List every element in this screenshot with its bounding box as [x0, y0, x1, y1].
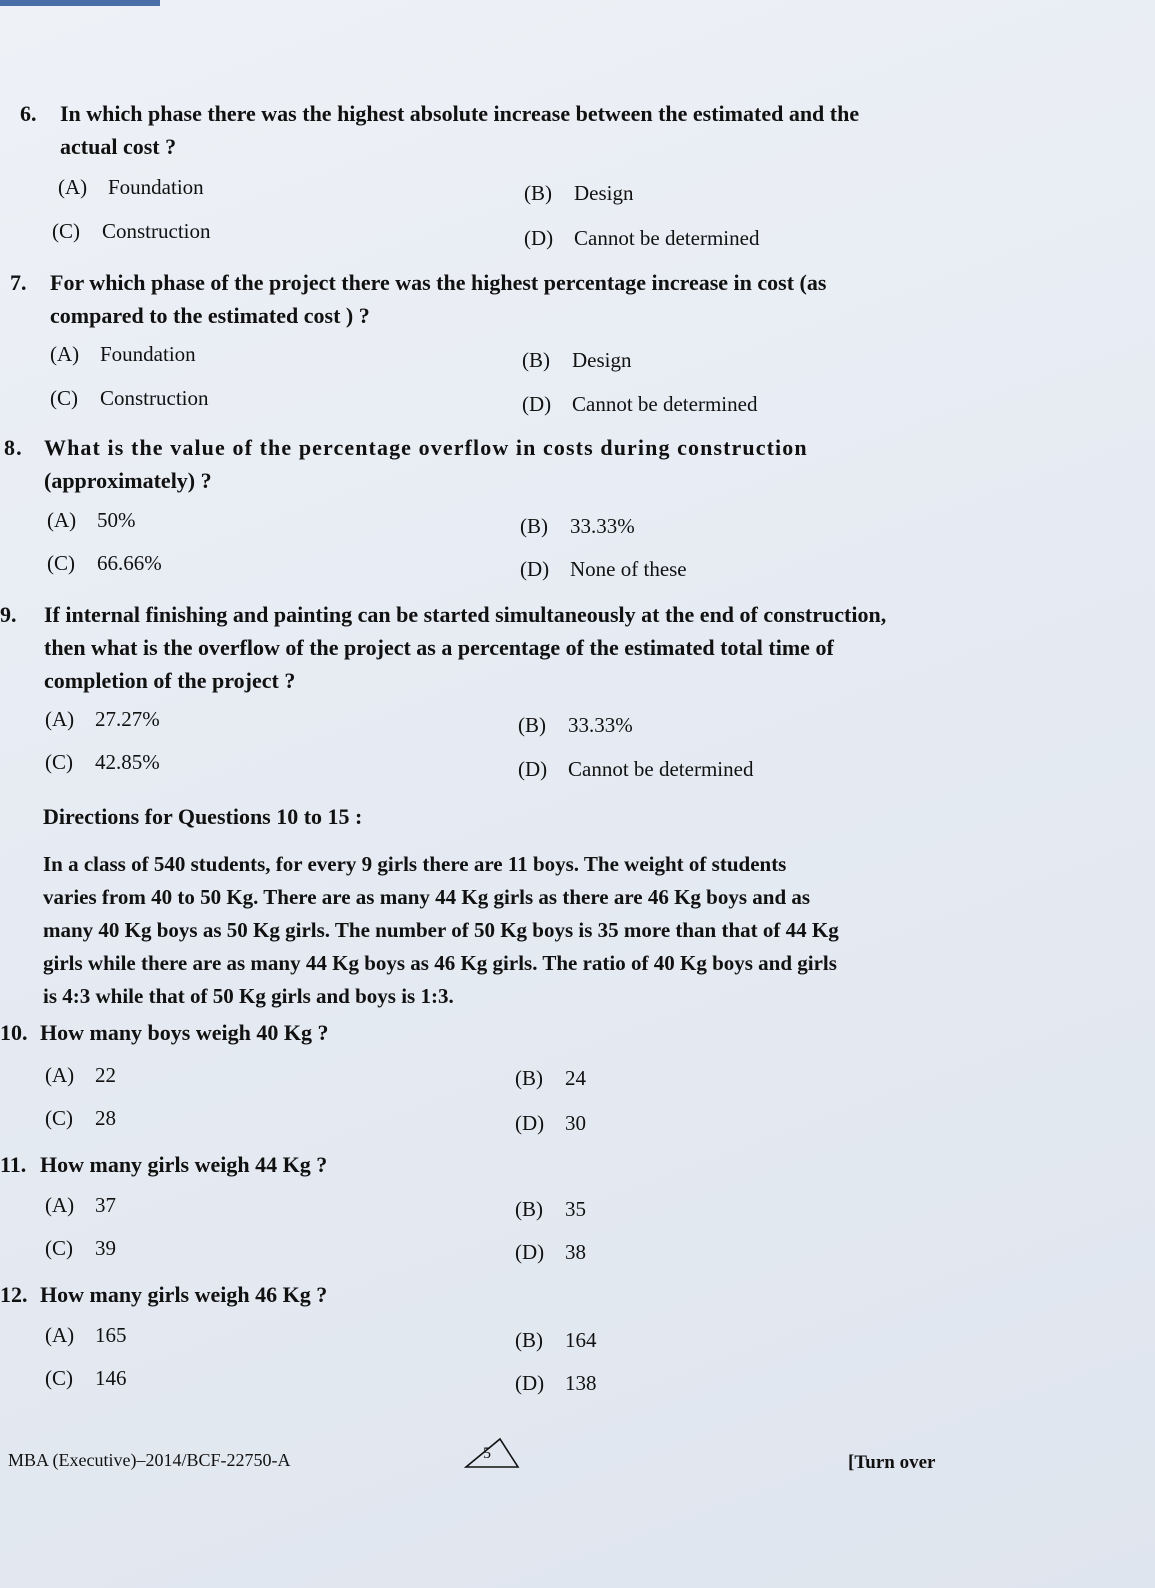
option-a: (A) Foundation: [50, 342, 196, 366]
option-c: (C) 66.66%: [47, 551, 162, 575]
directions-line: girls while there are as many 44 Kg boys as 46 Kg girls. The ratio of 40 Kg boys and girls: [43, 951, 837, 975]
question-text-line: (approximately) ?: [44, 468, 212, 493]
question-number: 6.: [20, 101, 37, 126]
option-d: (D) 138: [515, 1371, 597, 1395]
option-c: (C) Construction: [52, 219, 211, 243]
question-number: 9.: [0, 602, 17, 627]
exam-code: MBA (Executive)–2014/BCF-22750-A: [8, 1450, 291, 1470]
option-a: (A) 37: [45, 1193, 116, 1217]
option-c: (C) Construction: [50, 386, 209, 410]
question-number: 11.: [0, 1152, 27, 1177]
page-number: 5: [483, 1445, 491, 1462]
option-d: (D) Cannot be determined: [518, 757, 754, 781]
question-text-line: If internal finishing and painting can be started simultaneously at the end of construction,: [44, 602, 887, 627]
option-b: (B) Design: [522, 348, 632, 372]
question-text-line: actual cost ?: [60, 134, 177, 159]
directions-title: Directions for Questions 10 to 15 :: [43, 804, 363, 829]
question-text-line: completion of the project ?: [44, 668, 296, 693]
question-text-line: compared to the estimated cost ) ?: [50, 303, 370, 328]
option-c: (C) 42.85%: [45, 750, 160, 774]
question-text-line: then what is the overflow of the project as a percentage of the estimated total time of: [44, 635, 834, 660]
question-text-line: In which phase there was the highest absolute increase between the estimated and the: [60, 101, 860, 126]
question-text-line: How many boys weigh 40 Kg ?: [40, 1020, 329, 1045]
directions-body: [43, 848, 839, 1013]
option-b: (B) 33.33%: [520, 514, 635, 538]
option-d: (D) Cannot be determined: [524, 226, 760, 250]
question-number: 10.: [0, 1020, 28, 1045]
directions-line: many 40 Kg boys as 50 Kg girls. The number of 50 Kg boys is 35 more than that of 44 Kg: [43, 918, 839, 942]
option-a: (A) 27.27%: [45, 707, 160, 731]
option-b: (B) 35: [515, 1197, 586, 1221]
option-a: (A) 22: [45, 1063, 116, 1087]
option-d: (D) 38: [515, 1240, 586, 1264]
option-b: (B) 164: [515, 1328, 597, 1352]
option-c: (C) 146: [45, 1366, 127, 1390]
option-a: (A) 50%: [47, 508, 136, 532]
option-a: (A) Foundation: [58, 175, 204, 199]
option-d: (D) 30: [515, 1111, 586, 1135]
question-number: 12.: [0, 1282, 28, 1307]
option-a: (A) 165: [45, 1323, 127, 1347]
option-d: (D) Cannot be determined: [522, 392, 758, 416]
directions-line: In a class of 540 students, for every 9 girls there are 11 boys. The weight of students: [43, 852, 787, 876]
turn-over-label: [Turn over: [848, 1452, 936, 1473]
option-c: (C) 39: [45, 1236, 116, 1260]
question-text-line: How many girls weigh 46 Kg ?: [40, 1282, 328, 1307]
question-text-line: For which phase of the project there was the highest percentage increase in cost (as: [50, 270, 827, 295]
directions-line: varies from 40 to 50 Kg. There are as many 44 Kg girls as there are 46 Kg boys and as: [43, 885, 811, 909]
directions-line: is 4:3 while that of 50 Kg girls and boys is 1:3.: [43, 984, 454, 1008]
question-text-line: How many girls weigh 44 Kg ?: [40, 1152, 328, 1177]
question-number: 8.: [4, 435, 23, 460]
option-b: (B) Design: [524, 181, 634, 205]
option-c: (C) 28: [45, 1106, 116, 1130]
question-number: 7.: [10, 270, 27, 295]
option-d: (D) None of these: [520, 557, 687, 581]
page-number-triangle-icon: [462, 1437, 522, 1469]
scan-edge-mark: [0, 0, 160, 6]
option-b: (B) 33.33%: [518, 713, 633, 737]
option-b: (B) 24: [515, 1066, 586, 1090]
question-text-line: What is the value of the percentage overflow in costs during construction: [44, 435, 808, 460]
